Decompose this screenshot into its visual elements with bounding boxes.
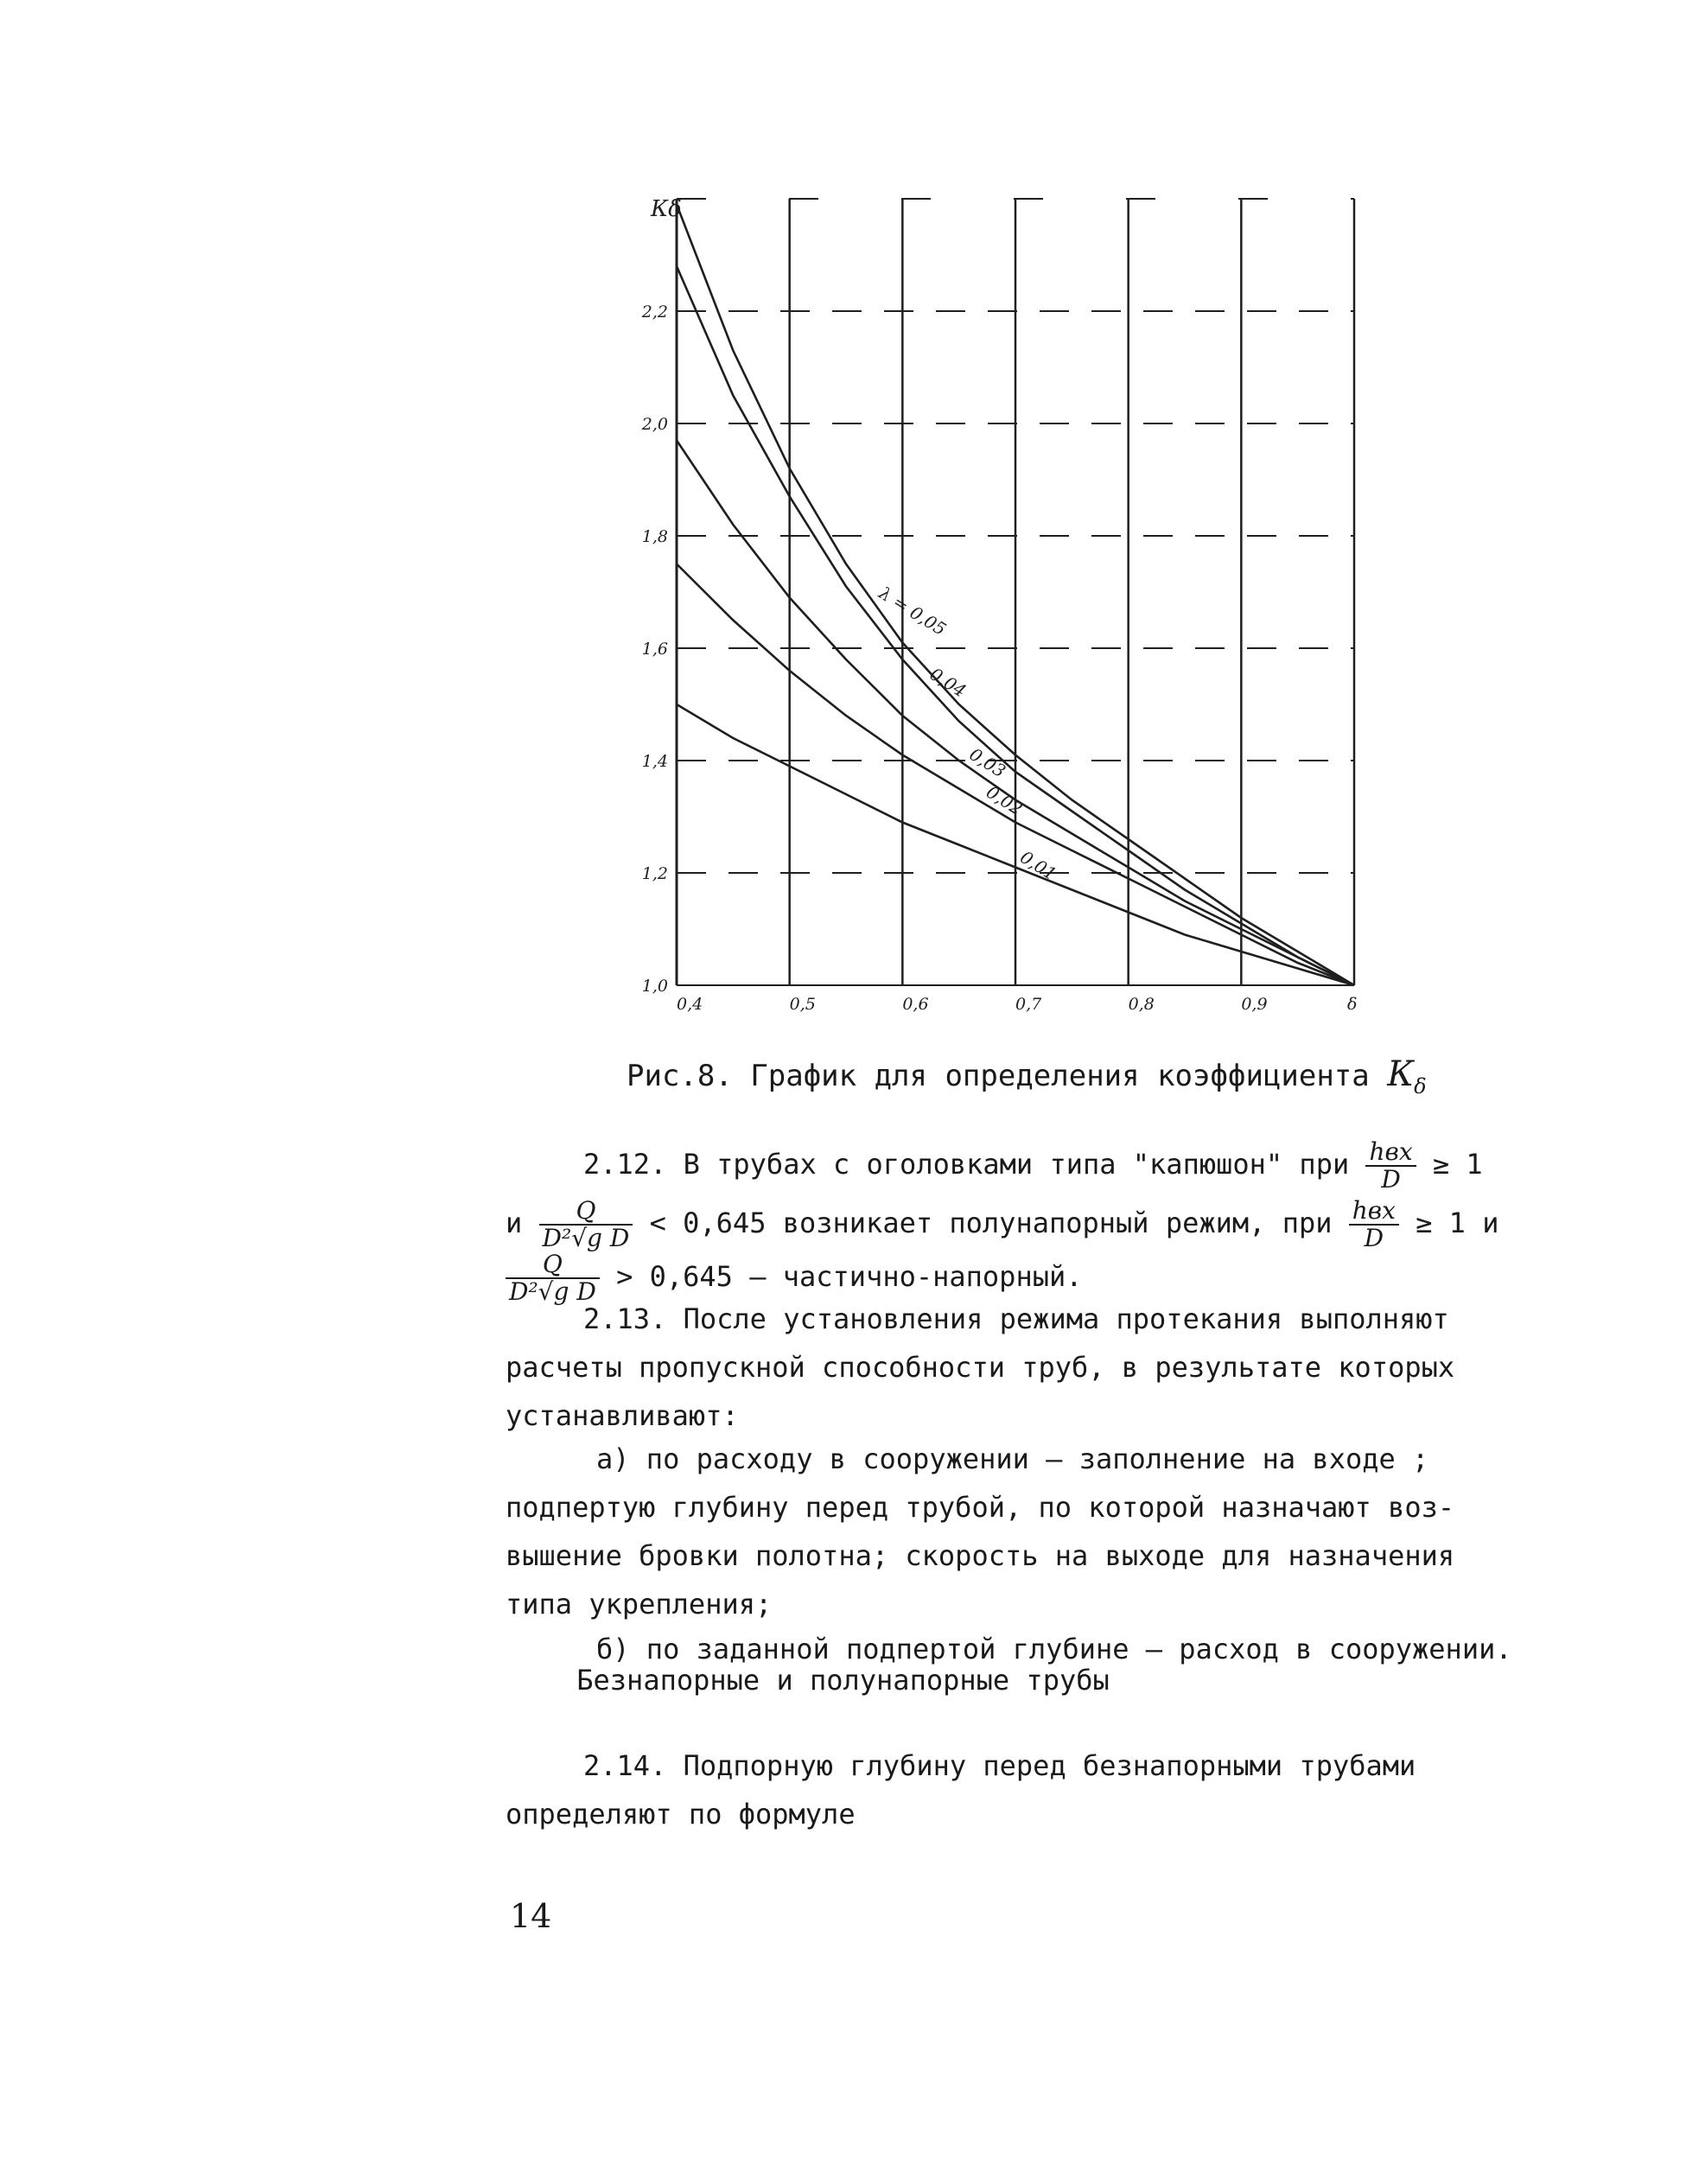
x-tick-label: 0,7	[1015, 995, 1042, 1014]
paragraph-a	[506, 1435, 1603, 1628]
paragraph-2-13	[506, 1295, 1603, 1440]
y-tick-label: 2,2	[641, 302, 668, 322]
y-tick-label: 1,2	[641, 864, 668, 883]
paragraph-2-14	[506, 1741, 1603, 1838]
caption-k-symbol: $К_\delta$	[1387, 1054, 1427, 1098]
fraction-q-criterion-2: $\frac{Q}{\text{D²√g D}}$	[506, 1251, 600, 1305]
y-tick-label: 1,6	[641, 640, 668, 659]
pa-line-2: подпертую глубину перед трубой, по которой назначают воз-	[506, 1491, 1455, 1524]
y-tick-label: 1,8	[641, 527, 668, 546]
p212-line-1: 2.12. В трубах с оголовками типа "капюшон" при $\frac{\text{hвх}}{D}$ ≥ 1	[583, 1137, 1483, 1194]
page-number: 14	[510, 1897, 552, 1935]
pa-line-1: а) по расходу в сооружении – заполнение на входе ;	[596, 1442, 1429, 1475]
y-tick-label: 1,0	[641, 977, 668, 996]
x-tick-label: 0,6	[902, 995, 929, 1014]
chart-k-delta	[0, 0, 1686, 1054]
series-label: 0,02	[983, 780, 1027, 819]
series-label: 0,04	[926, 663, 970, 702]
x-tick-label: δ	[1347, 995, 1358, 1014]
x-tick-label: 0,5	[789, 995, 816, 1014]
p214-line-1: 2.14. Подпорную глубину перед безнапорными трубами	[583, 1749, 1416, 1782]
y-axis-label: Кδ	[651, 196, 682, 222]
p213-line-3: устанавливают:	[506, 1399, 739, 1432]
figure-caption	[627, 1054, 1664, 1098]
y-tick-label: 1,4	[641, 752, 668, 771]
series-label: λ = 0,05	[875, 582, 951, 640]
pa-line-4: типа укрепления;	[506, 1588, 773, 1620]
x-tick-label: 0,4	[677, 995, 703, 1014]
pa-line-3: вышение бровки полотна; скорость на выходе для назначения	[506, 1539, 1455, 1572]
p213-line-2: расчеты пропускной способности труб, в результате которых	[506, 1351, 1455, 1384]
fraction-h-over-d-2: $\frac{\text{hвх}}{D}$	[1349, 1198, 1399, 1251]
y-tick-label: 2,0	[641, 415, 668, 434]
fraction-h-over-d: $\frac{\text{hвх}}{D}$	[1365, 1139, 1416, 1193]
p212-line-2: и $\frac{Q}{\text{D²√g D}}$ < 0,645 возникает полунапорный режим, при $\frac{\text{hвх}}{D}$ ≥ 1 и	[506, 1196, 1499, 1252]
x-tick-label: 0,8	[1128, 995, 1155, 1014]
paragraph-2-12	[506, 1139, 1603, 1305]
section-heading: Безнапорные и полунапорные трубы	[576, 1664, 1110, 1697]
series-label: 0,01	[1016, 846, 1060, 885]
p213-line-1: 2.13. После установления режима протекания выполняют	[583, 1302, 1449, 1335]
x-tick-label: 0,9	[1241, 995, 1268, 1014]
paragraph-b: б) по заданной подпертой глубине – расход в сооружении.	[596, 1633, 1512, 1665]
caption-text: Рис.8. График для определения коэффициента	[627, 1059, 1388, 1093]
p214-line-2: определяют по формуле	[506, 1798, 856, 1831]
fraction-q-criterion: $\frac{Q}{\text{D²√g D}}$	[539, 1198, 633, 1251]
p212-line-3: $\frac{Q}{\text{D²√g D}}$ > 0,645 – частично-напорный.	[506, 1251, 1603, 1305]
series-label: 0,03	[965, 743, 1010, 782]
